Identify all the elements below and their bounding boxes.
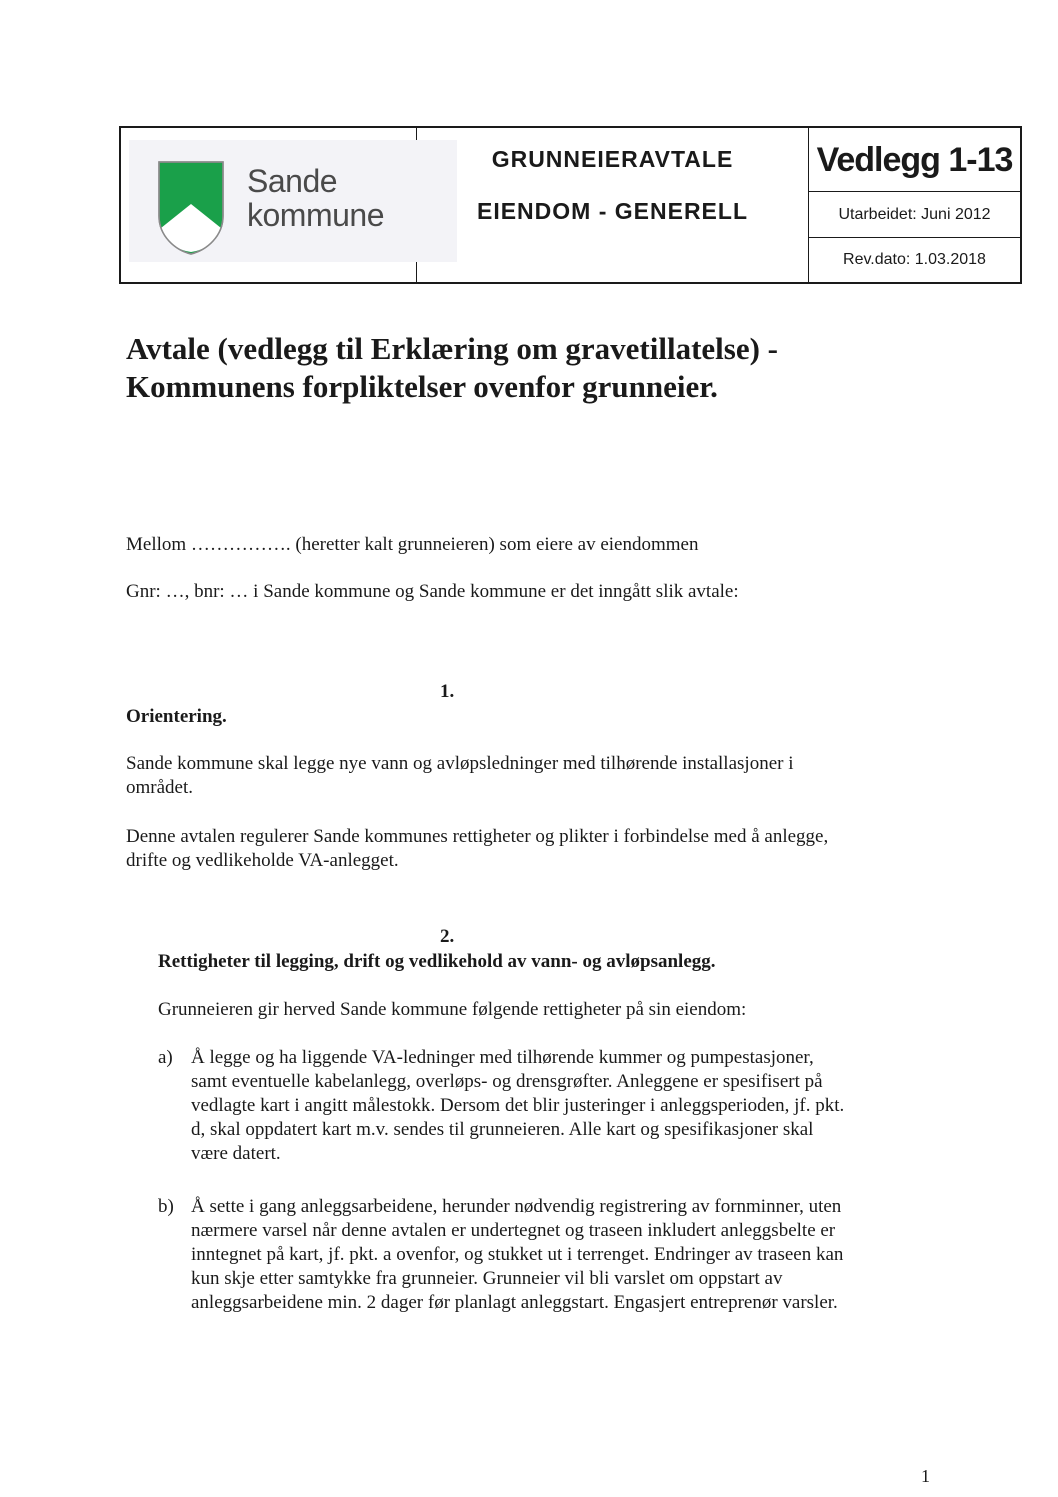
list-item-b	[191, 1195, 843, 1315]
text-line: Å legge og ha liggende VA-ledninger med tilhørende kummer og pumpestasjoner,	[191, 1047, 814, 1068]
logo-line-1: Sande	[247, 163, 338, 199]
list-item-label-b: b)	[158, 1196, 174, 1217]
section-2-number: 2.	[440, 926, 455, 947]
text-line: anleggsarbeidene min. 2 dager før planlagt anleggstart. Engasjert entreprenør varsler.	[191, 1292, 838, 1313]
document-title-line-1: Avtale (vedlegg til Erklæring om gravetillatelse) -	[126, 331, 778, 366]
section-1-heading: Orientering.	[126, 706, 227, 727]
text-line: nærmere varsel når denne avtalen er undertegnet og traseen inkludert anleggsbelte er	[191, 1220, 836, 1241]
document-title-line-2: Kommunens forpliktelser ovenfor grunneier.	[126, 369, 718, 404]
text-line: Sande kommune skal legge nye vann og avløpsledninger med tilhørende installasjoner i	[126, 753, 794, 774]
list-item-label-a: a)	[158, 1047, 173, 1068]
section-2-intro: Grunneieren gir herved Sande kommune følgende rettigheter på sin eiendom:	[158, 999, 747, 1020]
vedlegg-label: Vedlegg 1-13	[809, 128, 1020, 192]
section-1-paragraph-2	[126, 825, 828, 873]
document-title	[126, 330, 986, 406]
text-line: samt eventuelle kabelanlegg, overløps- og drensgrøfter. Anleggene er spesifisert på	[191, 1071, 823, 1092]
section-1-number: 1.	[440, 681, 455, 702]
text-line: vedlagte kart i angitt målestokk. Dersom det blir justeringer i anleggsperioden, jf. pkt.	[191, 1095, 845, 1116]
text-line: drifte og vedlikeholde VA-anlegget.	[126, 850, 399, 871]
text-line: området.	[126, 777, 194, 798]
list-item-a	[191, 1046, 844, 1166]
section-2-heading: Rettigheter til legging, drift og vedlikehold av vann- og avløpsanlegg.	[158, 951, 716, 972]
logo-wordmark	[247, 164, 384, 232]
text-line: Denne avtalen regulerer Sande kommunes rettigheter og plikter i forbindelse med å anlegge,	[126, 826, 829, 847]
document-header	[119, 126, 1022, 284]
header-title-line-2: EIENDOM - GENERELL	[476, 198, 748, 224]
section-1-paragraph-1	[126, 752, 793, 800]
title-cell	[417, 128, 809, 282]
page-number: 1	[921, 1466, 930, 1486]
text-line: være datert.	[191, 1143, 281, 1164]
intro-parties: Mellom ……………. (heretter kalt grunneieren) som eiere av eiendommen	[126, 534, 699, 555]
utarbeidet-date: Utarbeidet: Juni 2012	[809, 192, 1020, 238]
text-line: d, skal oppdatert kart m.v. sendes til grunneieren. Alle kart og spesifikasjoner skal	[191, 1119, 814, 1140]
intro-property: Gnr: …, bnr: … i Sande kommune og Sande kommune er det inngått slik avtale:	[126, 581, 739, 602]
text-line: Å sette i gang anleggsarbeidene, herunder nødvendig registrering av fornminner, uten	[191, 1196, 842, 1217]
text-line: kun skje etter samtykke fra grunneier. Grunneier vil bli varslet om oppstart av	[191, 1268, 783, 1289]
header-title-line-1: GRUNNEIERAVTALE	[491, 146, 734, 172]
logo-cell	[121, 128, 417, 282]
text-line: inntegnet på kart, jf. pkt. a ovenfor, og stukket ut i terrenget. Endringer av traseen kan	[191, 1244, 844, 1265]
revision-date: Rev.dato: 1.03.2018	[843, 251, 986, 268]
sande-coat-of-arms-icon	[157, 160, 225, 256]
logo-line-2: kommune	[247, 197, 384, 233]
